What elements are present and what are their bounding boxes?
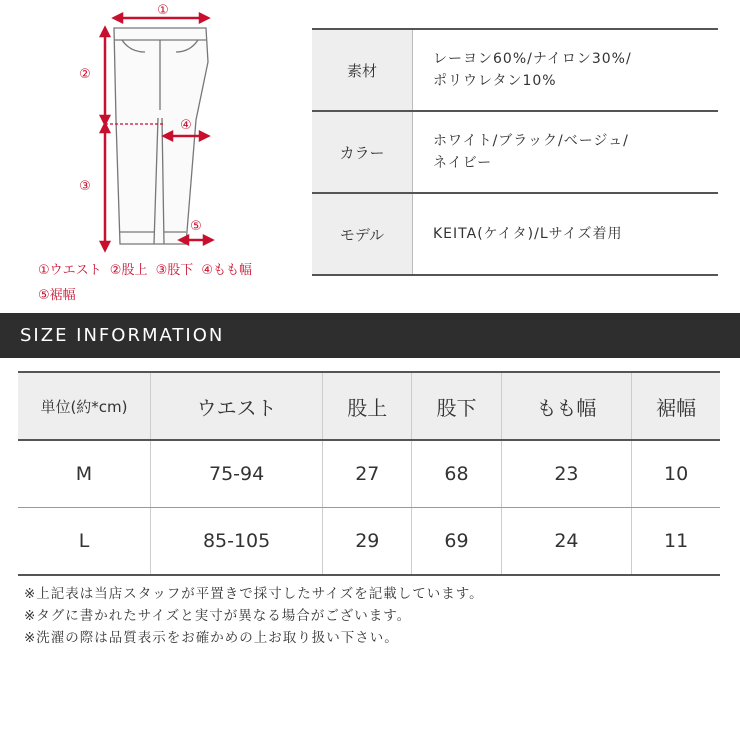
cell-rise: 29: [323, 508, 412, 576]
marker-hem: ⑤: [190, 219, 202, 234]
note-line-1: ※上記表は当店スタッフが平置きで採寸したサイズを記載しています。: [24, 586, 484, 602]
spec-color-line-1: ホワイト/ブラック/ベージュ/: [433, 133, 629, 149]
size-information-banner: [0, 313, 740, 358]
spec-row-material: [312, 29, 718, 111]
note-line-3: ※洗濯の際は品質表示をお確かめの上お取り扱い下さい。: [24, 630, 399, 646]
cell-hem: 10: [632, 440, 720, 508]
cell-hem: 11: [632, 508, 720, 576]
spec-material-line-2: ポリウレタン10%: [433, 73, 557, 89]
banner-title: SIZE INFORMATION: [20, 325, 225, 346]
marker-inseam: ③: [79, 179, 91, 194]
cell-size: M: [18, 440, 151, 508]
spec-color-line-2: ネイビー: [433, 155, 493, 171]
spec-material-line-1: レーヨン60%/ナイロン30%/: [433, 51, 632, 67]
size-notes: [24, 583, 484, 649]
cell-size: L: [18, 508, 151, 576]
size-table: [18, 371, 720, 576]
cell-inseam: 68: [412, 440, 501, 508]
cell-thigh: 23: [501, 440, 632, 508]
note-line-2: ※タグに書かれたサイズと実寸が異なる場合がございます。: [24, 608, 412, 624]
cell-waist: 85-105: [151, 508, 323, 576]
product-spec-table: [312, 28, 718, 276]
spec-value-model: [413, 193, 719, 275]
marker-thigh: ④: [180, 118, 192, 133]
spec-model-line-1: KEITA(ケイタ)/Lサイズ着用: [433, 226, 623, 242]
cell-inseam: 69: [412, 508, 501, 576]
header-inseam: 股下: [412, 372, 501, 440]
spec-label-model: モデル: [312, 193, 413, 275]
cell-rise: 27: [323, 440, 412, 508]
spec-label-color: カラー: [312, 111, 413, 193]
spec-row-model: [312, 193, 718, 275]
spec-value-material: [413, 29, 719, 111]
header-thigh: もも幅: [501, 372, 632, 440]
spec-value-color: [413, 111, 719, 193]
pants-illustration: [0, 0, 300, 260]
spec-row-color: [312, 111, 718, 193]
table-row: [18, 440, 720, 508]
marker-rise: ②: [79, 67, 91, 82]
legend-hem: ⑤裾幅: [38, 288, 76, 303]
marker-waist: ①: [157, 3, 169, 18]
measurement-legend: [38, 258, 298, 308]
cell-waist: 75-94: [151, 440, 323, 508]
table-row: [18, 508, 720, 576]
legend-waist: ①ウエスト: [38, 263, 102, 278]
legend-rise: ②股上: [109, 263, 148, 278]
legend-inseam: ③股下: [155, 263, 194, 278]
header-unit: 単位(約*cm): [18, 372, 151, 440]
cell-thigh: 24: [501, 508, 632, 576]
header-hem: 裾幅: [632, 372, 720, 440]
legend-thigh: ④もも幅: [201, 263, 253, 278]
size-table-header: [18, 372, 720, 440]
header-waist: ウエスト: [151, 372, 323, 440]
spec-label-material: 素材: [312, 29, 413, 111]
header-rise: 股上: [323, 372, 412, 440]
